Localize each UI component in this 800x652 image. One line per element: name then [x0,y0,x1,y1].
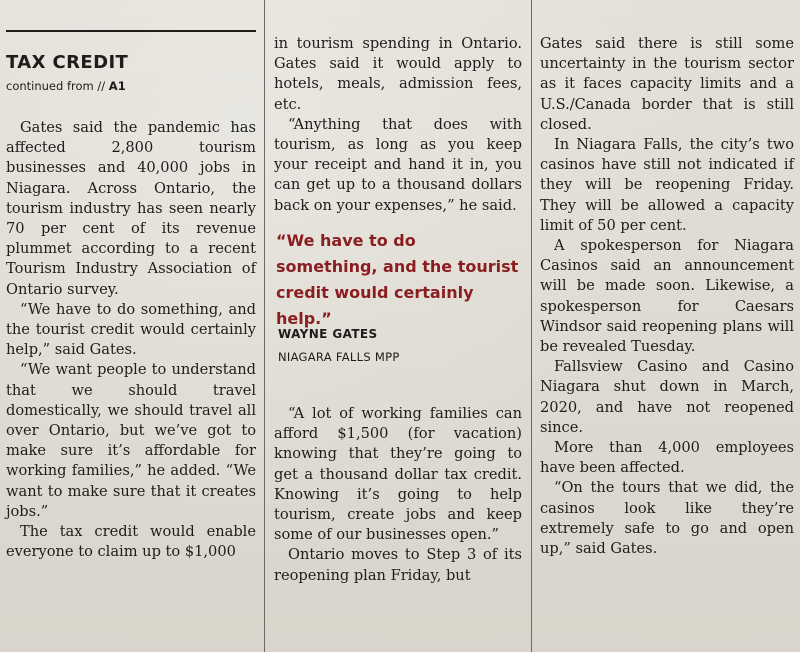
header-rule [6,30,256,32]
paragraph: The tax credit would enable everyone to claim up to $1,000 [6,523,256,561]
paragraph: “A lot of working families can afford $1,500 (for vacation) knowing that they’re going to get a thousand dollar tax credit. Knowing it’s going to help tourism, create jobs and keep some of our businesses open.” [274,405,522,544]
paragraph: Gates said the pandemic has affected 2,800 tourism businesses and 40,000 jobs in Niagara. Across Ontario, the tourism industry has seen nearly 70 per cent of its revenue plummet according to a recent Tourism Industry Association of Ontario survey. [6,119,256,298]
paragraph: “Anything that does with tourism, as long as you keep your receipt and hand it in, you can get up to a thousand dollars back on your expenses,” he said. [274,115,522,214]
article-column-2-top [274,34,522,216]
paragraph: “On the tours that we did, the casinos look like they’re extremely safe to go and open up,” said Gates. [540,479,794,558]
pull-quote: “We have to do something, and the tourist credit would certainly help.” [276,231,519,328]
paragraph: A spokesperson for Niagara Casinos said an announcement will be made soon. Likewise, a spokesperson for Caesars Windsor said reopening plans will be revealed Tuesday. [540,237,794,356]
article-column-3 [540,34,794,559]
paragraph: “We want people to understand that we should travel domestically, we should travel all over Ontario, but we’ve got to make sure it’s affordable for working families,” he added. “We want to make sure that it creates jobs.” [6,361,256,520]
quote-attribution-name: WAYNE GATES [278,327,378,341]
continued-prefix: continued from // [6,79,106,93]
column-divider [264,0,265,652]
paragraph: In Niagara Falls, the city’s two casinos have still not indicated if they will be reopening Friday. They will be allowed a capacity limit of 50 per cent. [540,136,794,234]
section-label: TAX CREDIT [6,52,129,73]
continued-from-line [6,79,126,93]
paragraph: More than 4,000 employees have been affected. [540,439,794,477]
article-column-1 [6,118,256,562]
article-column-2-bottom [274,404,522,586]
paragraph: in tourism spending in Ontario. Gates said it would apply to hotels, meals, admission fees, etc. [274,35,522,113]
quote-attribution-title: NIAGARA FALLS MPP [278,350,400,364]
continued-page: A1 [108,79,126,93]
paragraph: Gates said there is still some uncertainty in the tourism sector as it faces capacity limits and a U.S./Canada border that is still closed. [540,35,794,133]
paragraph: Fallsview Casino and Casino Niagara shut down in March, 2020, and have not reopened since. [540,358,794,436]
paragraph: Ontario moves to Step 3 of its reopening plan Friday, but [274,546,522,584]
paragraph: “We have to do something, and the tourist credit would certainly help,” said Gates. [6,300,256,359]
column-divider [531,0,532,652]
